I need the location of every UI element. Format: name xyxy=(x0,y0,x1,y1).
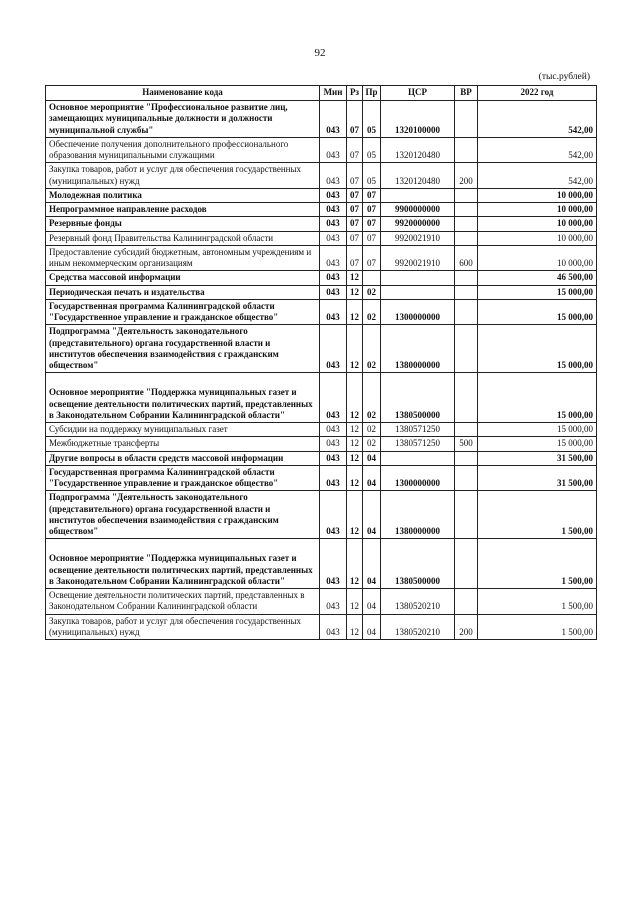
row-csr: 1380500000 xyxy=(381,539,455,589)
header-pr: Пр xyxy=(363,86,381,101)
row-min: 043 xyxy=(320,325,347,373)
row-csr: 1380520210 xyxy=(381,589,455,615)
row-name: Резервный фонд Правительства Калининградской области xyxy=(46,231,320,245)
row-rz: 12 xyxy=(347,437,363,451)
row-csr: 9900000000 xyxy=(381,203,455,217)
row-min: 043 xyxy=(320,589,347,615)
row-name: Основное мероприятие "Поддержка муниципальных газет и освещение деятельности политических партий, представленных в Законодательном Собрании Калининградской области" xyxy=(46,373,320,423)
table-row xyxy=(46,451,597,465)
row-csr: 9920021910 xyxy=(381,245,455,271)
row-min: 043 xyxy=(320,271,347,285)
row-name: Основное мероприятие "Поддержка муниципальных газет и освещение деятельности политических партий, представленных в Законодательном Собрании Калининградской области" xyxy=(46,539,320,589)
row-amount: 10 000,00 xyxy=(478,188,597,202)
row-csr: 1300000000 xyxy=(381,299,455,325)
row-min: 043 xyxy=(320,299,347,325)
table-row xyxy=(46,203,597,217)
row-pr xyxy=(363,271,381,285)
row-amount: 1 500,00 xyxy=(478,614,597,640)
row-vr: 600 xyxy=(455,245,478,271)
table-row xyxy=(46,589,597,615)
row-vr xyxy=(455,325,478,373)
row-name: Молодежная политика xyxy=(46,188,320,202)
row-csr xyxy=(381,271,455,285)
row-amount: 1 500,00 xyxy=(478,589,597,615)
row-rz: 12 xyxy=(347,465,363,491)
row-vr xyxy=(455,271,478,285)
row-name: Субсидии на поддержку муниципальных газет xyxy=(46,423,320,437)
row-min: 043 xyxy=(320,539,347,589)
table-header-row xyxy=(46,86,597,101)
header-amount: 2022 год xyxy=(478,86,597,101)
row-pr: 05 xyxy=(363,163,381,189)
row-rz: 12 xyxy=(347,285,363,299)
row-name: Обеспечение получения дополнительного профессионального образования муниципальными служащими xyxy=(46,137,320,163)
row-pr: 04 xyxy=(363,539,381,589)
row-pr: 04 xyxy=(363,451,381,465)
row-rz: 12 xyxy=(347,271,363,285)
row-vr xyxy=(455,299,478,325)
row-name: Средства массовой информации xyxy=(46,271,320,285)
row-name: Предоставление субсидий бюджетным, автономным учреждениям и иным некоммерческим организациям xyxy=(46,245,320,271)
row-name: Государственная программа Калининградской области "Государственное управление и гражданское общество" xyxy=(46,299,320,325)
table-row xyxy=(46,437,597,451)
row-vr xyxy=(455,101,478,138)
header-min: Мин xyxy=(320,86,347,101)
row-amount: 15 000,00 xyxy=(478,437,597,451)
row-pr: 05 xyxy=(363,137,381,163)
row-rz: 12 xyxy=(347,423,363,437)
row-amount: 542,00 xyxy=(478,163,597,189)
table-row xyxy=(46,465,597,491)
row-name: Межбюджетные трансферты xyxy=(46,437,320,451)
row-min: 043 xyxy=(320,101,347,138)
row-rz: 12 xyxy=(347,299,363,325)
row-min: 043 xyxy=(320,163,347,189)
row-pr: 07 xyxy=(363,217,381,231)
row-csr: 1320100000 xyxy=(381,101,455,138)
row-amount: 46 500,00 xyxy=(478,271,597,285)
row-pr: 07 xyxy=(363,188,381,202)
page-number: 92 xyxy=(314,47,326,59)
row-csr: 1380000000 xyxy=(381,325,455,373)
row-name: Другие вопросы в области средств массовой информации xyxy=(46,451,320,465)
row-name: Подпрограмма "Деятельность законодательного (представительного) органа государственной власти и институтов обеспечения взаимодействия с гражданским обществом" xyxy=(46,325,320,373)
row-csr: 9920000000 xyxy=(381,217,455,231)
row-rz: 07 xyxy=(347,101,363,138)
row-pr: 02 xyxy=(363,325,381,373)
row-name: Освещение деятельности политических партий, представленных в Законодательном Собрании Калининградской области xyxy=(46,589,320,615)
row-csr: 1300000000 xyxy=(381,465,455,491)
row-rz: 12 xyxy=(347,614,363,640)
row-rz: 12 xyxy=(347,539,363,589)
row-pr: 07 xyxy=(363,231,381,245)
row-rz: 12 xyxy=(347,451,363,465)
table-row xyxy=(46,231,597,245)
table-row xyxy=(46,245,597,271)
row-amount: 10 000,00 xyxy=(478,217,597,231)
row-csr: 1320120480 xyxy=(381,137,455,163)
table-row xyxy=(46,299,597,325)
row-vr xyxy=(455,188,478,202)
table-row xyxy=(46,539,597,589)
table-row xyxy=(46,423,597,437)
table-row xyxy=(46,491,597,539)
row-pr: 04 xyxy=(363,491,381,539)
row-csr: 1380000000 xyxy=(381,491,455,539)
row-vr xyxy=(455,465,478,491)
row-amount: 542,00 xyxy=(478,137,597,163)
row-rz: 07 xyxy=(347,231,363,245)
row-csr: 1320120480 xyxy=(381,163,455,189)
row-amount: 1 500,00 xyxy=(478,539,597,589)
row-name: Закупка товаров, работ и услуг для обеспечения государственных (муниципальных) нужд xyxy=(46,163,320,189)
row-rz: 07 xyxy=(347,217,363,231)
row-vr xyxy=(455,539,478,589)
header-name: Наименование кода xyxy=(46,86,320,101)
row-amount: 10 000,00 xyxy=(478,245,597,271)
row-name: Государственная программа Калининградской области "Государственное управление и гражданское общество" xyxy=(46,465,320,491)
row-vr xyxy=(455,373,478,423)
row-pr: 07 xyxy=(363,245,381,271)
row-min: 043 xyxy=(320,285,347,299)
table-row xyxy=(46,188,597,202)
row-min: 043 xyxy=(320,137,347,163)
row-amount: 15 000,00 xyxy=(478,299,597,325)
row-pr: 02 xyxy=(363,373,381,423)
row-name: Основное мероприятие "Профессиональное развитие лиц, замещающих муниципальные должности и должности муниципальной службы" xyxy=(46,101,320,138)
row-min: 043 xyxy=(320,373,347,423)
row-vr xyxy=(455,137,478,163)
row-pr: 02 xyxy=(363,285,381,299)
row-csr xyxy=(381,285,455,299)
row-name: Подпрограмма "Деятельность законодательного (представительного) органа государственной власти и институтов обеспечения взаимодействия с гражданским обществом" xyxy=(46,491,320,539)
table-row xyxy=(46,614,597,640)
row-rz: 12 xyxy=(347,373,363,423)
row-pr: 04 xyxy=(363,465,381,491)
row-pr: 05 xyxy=(363,101,381,138)
row-csr: 9920021910 xyxy=(381,231,455,245)
row-rz: 07 xyxy=(347,137,363,163)
row-vr xyxy=(455,589,478,615)
row-rz: 12 xyxy=(347,589,363,615)
row-min: 043 xyxy=(320,614,347,640)
row-name: Резервные фонды xyxy=(46,217,320,231)
row-pr: 02 xyxy=(363,299,381,325)
row-vr: 200 xyxy=(455,614,478,640)
row-name: Периодическая печать и издательства xyxy=(46,285,320,299)
row-min: 043 xyxy=(320,203,347,217)
row-rz: 07 xyxy=(347,188,363,202)
row-amount: 15 000,00 xyxy=(478,423,597,437)
row-vr xyxy=(455,285,478,299)
row-amount: 15 000,00 xyxy=(478,325,597,373)
row-pr: 02 xyxy=(363,437,381,451)
row-csr: 1380571250 xyxy=(381,437,455,451)
row-min: 043 xyxy=(320,451,347,465)
table-row xyxy=(46,101,597,138)
row-vr xyxy=(455,451,478,465)
row-pr: 04 xyxy=(363,614,381,640)
row-amount: 10 000,00 xyxy=(478,203,597,217)
table-row xyxy=(46,285,597,299)
row-csr xyxy=(381,451,455,465)
row-amount: 1 500,00 xyxy=(478,491,597,539)
row-csr: 1380571250 xyxy=(381,423,455,437)
row-min: 043 xyxy=(320,245,347,271)
row-csr: 1380500000 xyxy=(381,373,455,423)
table-row xyxy=(46,217,597,231)
row-pr: 07 xyxy=(363,203,381,217)
header-csr: ЦСР xyxy=(381,86,455,101)
row-rz: 12 xyxy=(347,325,363,373)
row-csr xyxy=(381,188,455,202)
units-label: (тыс.рублей) xyxy=(538,72,590,82)
row-min: 043 xyxy=(320,231,347,245)
row-min: 043 xyxy=(320,217,347,231)
row-rz: 07 xyxy=(347,203,363,217)
row-vr xyxy=(455,423,478,437)
row-amount: 10 000,00 xyxy=(478,231,597,245)
row-amount: 31 500,00 xyxy=(478,451,597,465)
row-rz: 12 xyxy=(347,491,363,539)
row-rz: 07 xyxy=(347,163,363,189)
row-amount: 542,00 xyxy=(478,101,597,138)
row-vr: 500 xyxy=(455,437,478,451)
table-row xyxy=(46,271,597,285)
table-row xyxy=(46,325,597,373)
row-amount: 31 500,00 xyxy=(478,465,597,491)
row-vr xyxy=(455,203,478,217)
budget-table xyxy=(45,85,597,640)
row-name: Непрограммное направление расходов xyxy=(46,203,320,217)
table-row xyxy=(46,373,597,423)
row-vr xyxy=(455,217,478,231)
row-vr: 200 xyxy=(455,163,478,189)
row-amount: 15 000,00 xyxy=(478,373,597,423)
header-vr: ВР xyxy=(455,86,478,101)
row-amount: 15 000,00 xyxy=(478,285,597,299)
row-name: Закупка товаров, работ и услуг для обеспечения государственных (муниципальных) нужд xyxy=(46,614,320,640)
row-pr: 02 xyxy=(363,423,381,437)
header-rz: Рз xyxy=(347,86,363,101)
row-min: 043 xyxy=(320,423,347,437)
row-min: 043 xyxy=(320,437,347,451)
row-vr xyxy=(455,491,478,539)
row-min: 043 xyxy=(320,188,347,202)
table-row xyxy=(46,137,597,163)
row-min: 043 xyxy=(320,491,347,539)
row-vr xyxy=(455,231,478,245)
row-csr: 1380520210 xyxy=(381,614,455,640)
row-min: 043 xyxy=(320,465,347,491)
row-pr: 04 xyxy=(363,589,381,615)
table-row xyxy=(46,163,597,189)
row-rz: 07 xyxy=(347,245,363,271)
